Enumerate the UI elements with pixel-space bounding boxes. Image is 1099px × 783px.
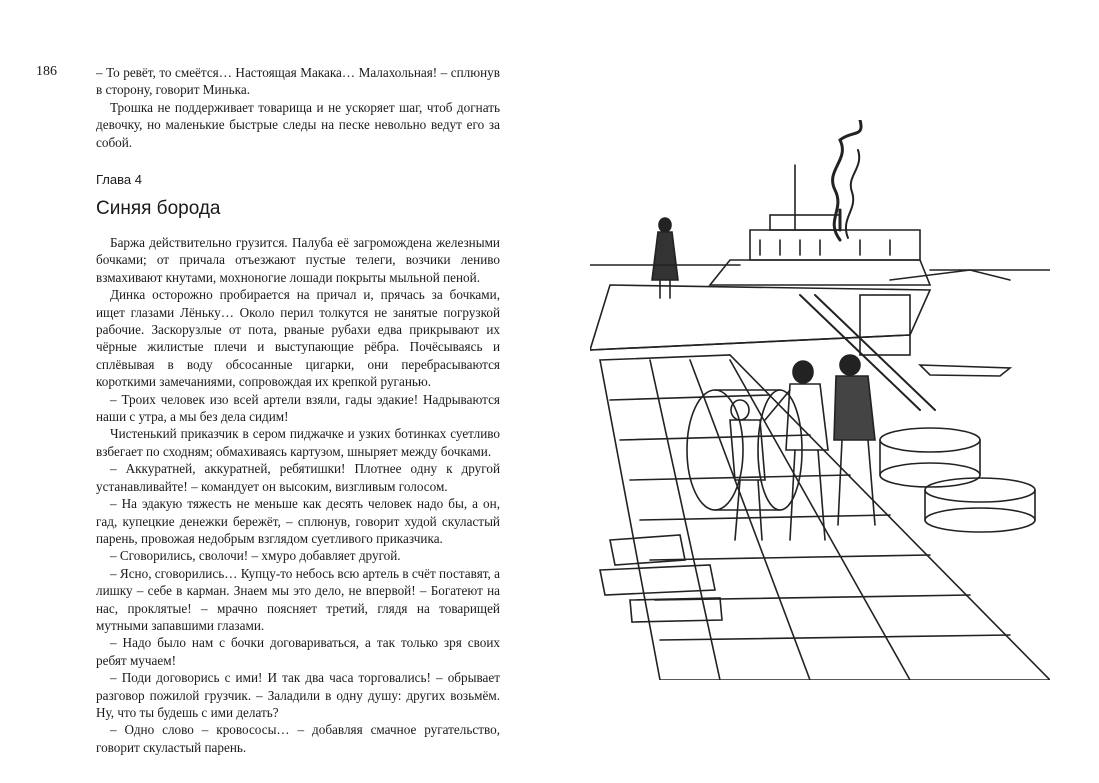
worker-figure <box>765 361 828 540</box>
paragraph: Чистенький приказчик в сером пиджачке и узких ботинках суетливо взбегает по сходням; обмахиваясь картузом, шныряет между бочками. <box>96 426 500 459</box>
rowboat <box>920 365 1010 376</box>
wooden-pier <box>600 355 1050 680</box>
paragraph: – Аккуратней, аккуратней, ребятишки! Плотнее одну к другой устанавливайте! – командует он высоким, визгливым голосом. <box>96 461 500 494</box>
chapter-body <box>96 234 500 756</box>
paragraph: Динка осторожно пробирается на причал и, прячась за бочками, ищет глазами Лёньку… Около перил толкутся не занятые погрузкой рабочие. Заскорузлые от пота, рваные рубахи едва прикрывают их чёрные жилистые плечи и выступающие рёбра. Почёсываясь и сплёвывая в воду обсосанные цигарки, они перебрасываются короткими замечаниями, сопровождая их крепкой руганью. <box>96 287 500 390</box>
paragraph: – Сговорились, сволочи! – хмуро добавляет другой. <box>110 548 401 564</box>
intro-text <box>96 64 500 151</box>
paragraph: – Надо было нам с бочки договариваться, а так только зря своих ребят мучаем! <box>96 635 500 668</box>
paragraph: – На эдакую тяжесть не меньше как десять человек надо бы, а он, гад, купецкие денежки бережёт, – сплюнув, говорит худой скуластый парень, провожая недобрым взглядом суетливого приказчика. <box>96 496 500 546</box>
barrel <box>687 390 802 510</box>
worker-figure <box>834 355 875 525</box>
paragraph: Баржа действительно грузится. Палуба её загромождена железными бочками; от причала отъезжают пустые телеги, возчики лениво взмахивают кнутами, мохноногие лошади покрыты мыльной пеной. <box>96 235 500 285</box>
illustration-barge-loading <box>590 120 1050 680</box>
barge-deck <box>590 270 1010 410</box>
chapter-label: Глава 4 <box>96 172 142 187</box>
intro-paragraph-2: Трошка не поддерживает товарища и не ускоряет шаг, чтоб догнать девочку, но маленькие быстрые следы на песке невольно ведут его за собой. <box>96 99 500 150</box>
paragraph: – Ясно, сговорились… Купцу-то небось всю артель в счёт поставят, а лишку – себе в карман. Знаем мы это дело, не впервой! – Богатеют на нас, проклятые! – мрачно поясняет третий, глядя на товарищей мутными запавшими глазами. <box>96 565 500 633</box>
paragraph: – Троих человек изо всей артели взяли, гады эдакие! Надрываются наши с утра, а мы без дела сидим! <box>96 391 500 425</box>
intro-paragraph-1: – То ревёт, то смеётся… Настоящая Макака… Малахольная! – сплюнув в сторону, говорит Минька. <box>96 65 500 98</box>
paragraph: – Одно слово – кровососы… – добавляя смачное ругательство, говорит скуластый парень. <box>96 722 500 755</box>
page-number: 186 <box>36 64 57 79</box>
steamship <box>710 165 930 285</box>
paragraph: – Поди договорись с ими! И так два часа торговались! – обрывает разговор пожилой грузчик. – Заладили в одну душу: других возьмём. Ну, что ты будешь с ими делать? <box>96 670 500 720</box>
chapter-title: Синяя борода <box>96 198 221 219</box>
